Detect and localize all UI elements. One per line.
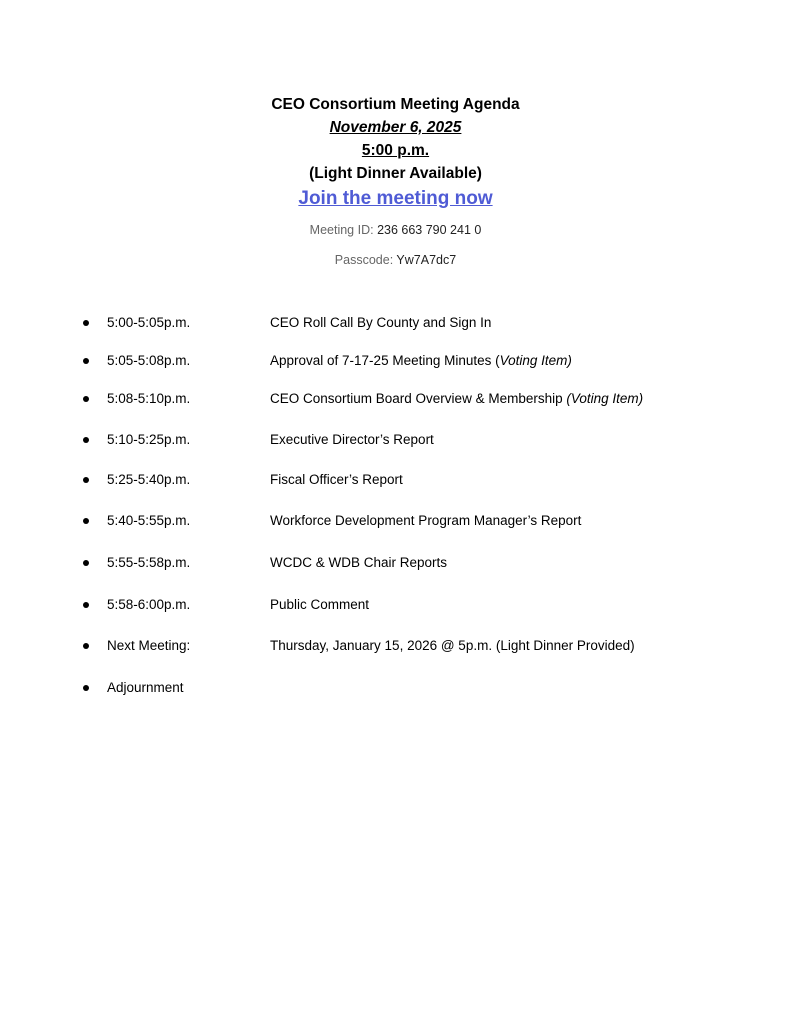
bullet-icon	[83, 358, 89, 364]
passcode-label: Passcode:	[334, 253, 394, 267]
bullet-icon	[83, 396, 89, 402]
bullet-icon	[83, 560, 89, 566]
agenda-time: 5:08-5:10p.m.	[107, 391, 191, 406]
bullet-icon	[83, 685, 89, 691]
agenda-time: 5:00-5:05p.m.	[107, 315, 191, 330]
agenda-time: Adjournment	[107, 680, 184, 695]
bullet-icon	[83, 477, 89, 483]
agenda-item	[0, 677, 791, 699]
agenda-time: 5:25-5:40p.m.	[107, 472, 191, 487]
agenda-time: 5:40-5:55p.m.	[107, 513, 191, 528]
join-meeting-link[interactable]: Join the meeting now	[298, 188, 493, 209]
agenda-time: 5:55-5:58p.m.	[107, 555, 191, 570]
agenda-description: Workforce Development Program Manager’s Report	[270, 513, 582, 528]
dinner-note: (Light Dinner Available)	[309, 165, 482, 182]
agenda-title: CEO Consortium Meeting Agenda	[271, 96, 520, 113]
bullet-icon	[83, 518, 89, 524]
bullet-icon	[83, 320, 89, 326]
bullet-icon	[83, 643, 89, 649]
agenda-description: Executive Director’s Report	[270, 432, 434, 447]
passcode-line	[0, 252, 791, 268]
agenda-time: Next Meeting:	[107, 638, 191, 653]
agenda-item	[0, 388, 791, 410]
agenda-header	[0, 93, 791, 268]
meeting-date: November 6, 2025	[329, 119, 462, 136]
meeting-id-label: Meeting ID:	[309, 223, 374, 237]
agenda-time: 5:10-5:25p.m.	[107, 432, 191, 447]
agenda-item	[0, 429, 791, 451]
agenda-description: CEO Roll Call By County and Sign In	[270, 315, 492, 330]
agenda-description: WCDC & WDB Chair Reports	[270, 555, 448, 570]
agenda-description: Thursday, January 15, 2026 @ 5p.m. (Light Dinner Provided)	[270, 638, 635, 653]
agenda-time: 5:58-6:00p.m.	[107, 597, 191, 612]
agenda-description: Fiscal Officer’s Report	[270, 472, 403, 487]
agenda-item	[0, 312, 791, 334]
agenda-description: CEO Consortium Board Overview & Membership (Voting Item)	[270, 391, 644, 406]
agenda-item	[0, 635, 791, 657]
bullet-icon	[83, 437, 89, 443]
agenda-item	[0, 552, 791, 574]
agenda-item	[0, 594, 791, 616]
agenda-time: 5:05-5:08p.m.	[107, 353, 191, 368]
passcode-value: Yw7A7dc7	[396, 253, 457, 267]
agenda-description: Approval of 7-17-25 Meeting Minutes (Voting Item)	[270, 353, 572, 368]
agenda-description: Public Comment	[270, 597, 370, 612]
agenda-item	[0, 510, 791, 532]
agenda-item	[0, 350, 791, 372]
agenda-item	[0, 469, 791, 491]
meeting-time: 5:00 p.m.	[361, 142, 430, 159]
meeting-id-line	[0, 222, 791, 238]
bullet-icon	[83, 602, 89, 608]
meeting-id-value: 236 663 790 241 0	[377, 223, 482, 237]
